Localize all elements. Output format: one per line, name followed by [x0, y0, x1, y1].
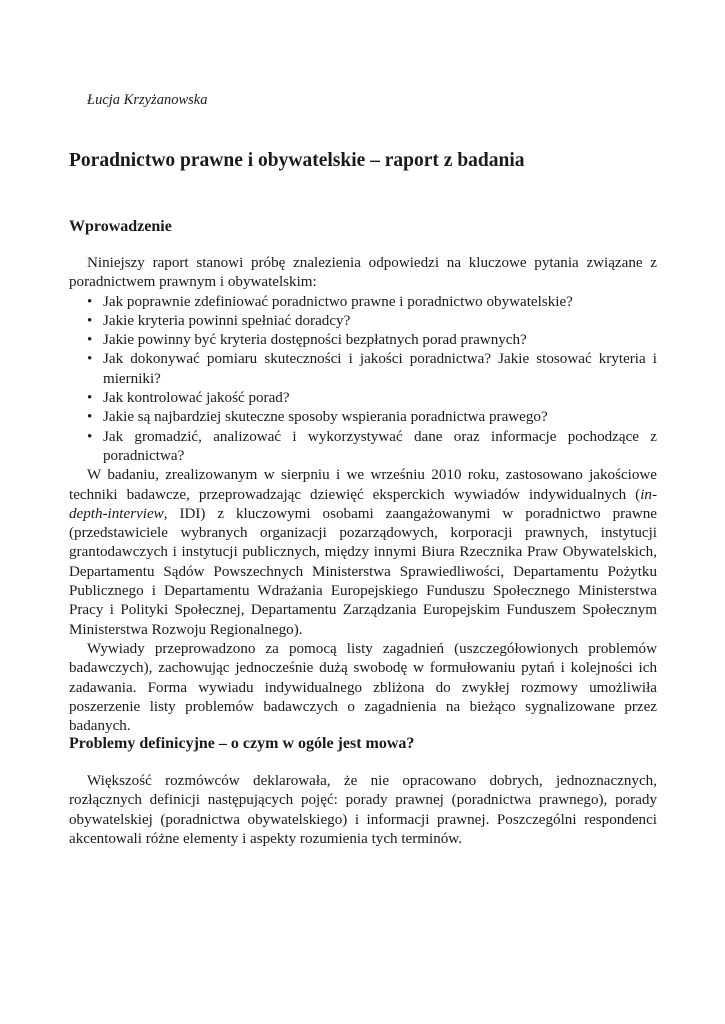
- author-name: Łucja Krzyżanowska: [87, 92, 208, 108]
- question-item: • Jakie są najbardziej skuteczne sposoby wspierania poradnictwa prawego?: [69, 408, 657, 427]
- question-list: [69, 293, 657, 467]
- introduction-body: [69, 254, 657, 736]
- question-item: • Jak gromadzić, analizować i wykorzystywać dane oraz informacje pochodzące z poradnictwa?: [69, 428, 657, 467]
- question-item: • Jak dokonywać pomiaru skuteczności i jakości poradnictwa? Jakie stosować kryteria i mierniki?: [69, 350, 657, 389]
- question-item: • Jak poprawnie zdefiniować poradnictwo prawne i poradnictwo obywatelskie?: [69, 293, 657, 312]
- question-item: • Jakie powinny być kryteria dostępności bezpłatnych porad prawnych?: [69, 331, 657, 350]
- definitions-paragraph: Większość rozmówców deklarowała, że nie opracowano dobrych, jednoznacznych, rozłącznych definicji następujących pojęć: porady prawnej (poradnictwa prawnego), porady obywatelskiej (poradnictwa obywatelskiego) i informacji prawnej. Poszczególni respondenci akcentowali różne elementy i aspekty rozumienia tych terminów.: [69, 773, 657, 847]
- idi-term: in-depth-interview: [69, 486, 657, 522]
- interview-paragraph: Wywiady przeprowadzono za pomocą listy zagadnień (uszczegółowionych problemów badawczych), zachowując jednocześnie dużą swobodę w formułowaniu pytań i kolejności ich zadawania. Forma wywiadu indywidualnego zbliżona do zwykłej rozmowy umożliwiła poszerzenie listy problemów badawczych o zagadnienia na bieżąco sygnalizowane przez badanych.: [69, 640, 657, 735]
- section-heading-definitions: Problemy definicyjne – o czym w ogóle jest mowa?: [69, 735, 415, 752]
- methodology-paragraph: [69, 466, 657, 640]
- methodology-text-start: W badaniu, zrealizowanym w sierpniu i we wrześniu 2010 roku, zastosowano jakościowe techniki badawcze, przeprowadzając dziewięć eksperckich wywiadów indywidualnych (: [69, 467, 657, 503]
- section-heading-introduction: Wprowadzenie: [69, 218, 172, 235]
- question-item: • Jakie kryteria powinni spełniać doradcy?: [69, 312, 657, 331]
- definitions-body: [69, 772, 657, 849]
- page-title: Poradnictwo prawne i obywatelskie – raport z badania: [69, 150, 525, 171]
- intro-paragraph: Niniejszy raport stanowi próbę znalezienia odpowiedzi na kluczowe pytania związane z poradnictwem prawnym i obywatelskim:: [69, 255, 657, 291]
- methodology-text-end: , IDI) z kluczowymi osobami zaangażowanymi w poradnictwo prawne (przedstawiciele wybranych organizacji pozarządowych, korporacji prawnych, instytucji grantodawczych i instytucji publicznych, między innymi Biura Rzecznika Praw Obywatelskich, Departamentu Sądów Powszechnych Ministerstwa Sprawiedliwości, Departamentu Pożytku Publicznego i Departamentu Wdrażania Europejskiego Funduszu Społecznego Ministerstwa Pracy i Polityki Społecznej, Departamentu Zarządzania Europejskim Funduszem Społecznym Ministerstwa Rozwoju Regionalnego).: [69, 505, 657, 638]
- question-item: • Jak kontrolować jakość porad?: [69, 389, 657, 408]
